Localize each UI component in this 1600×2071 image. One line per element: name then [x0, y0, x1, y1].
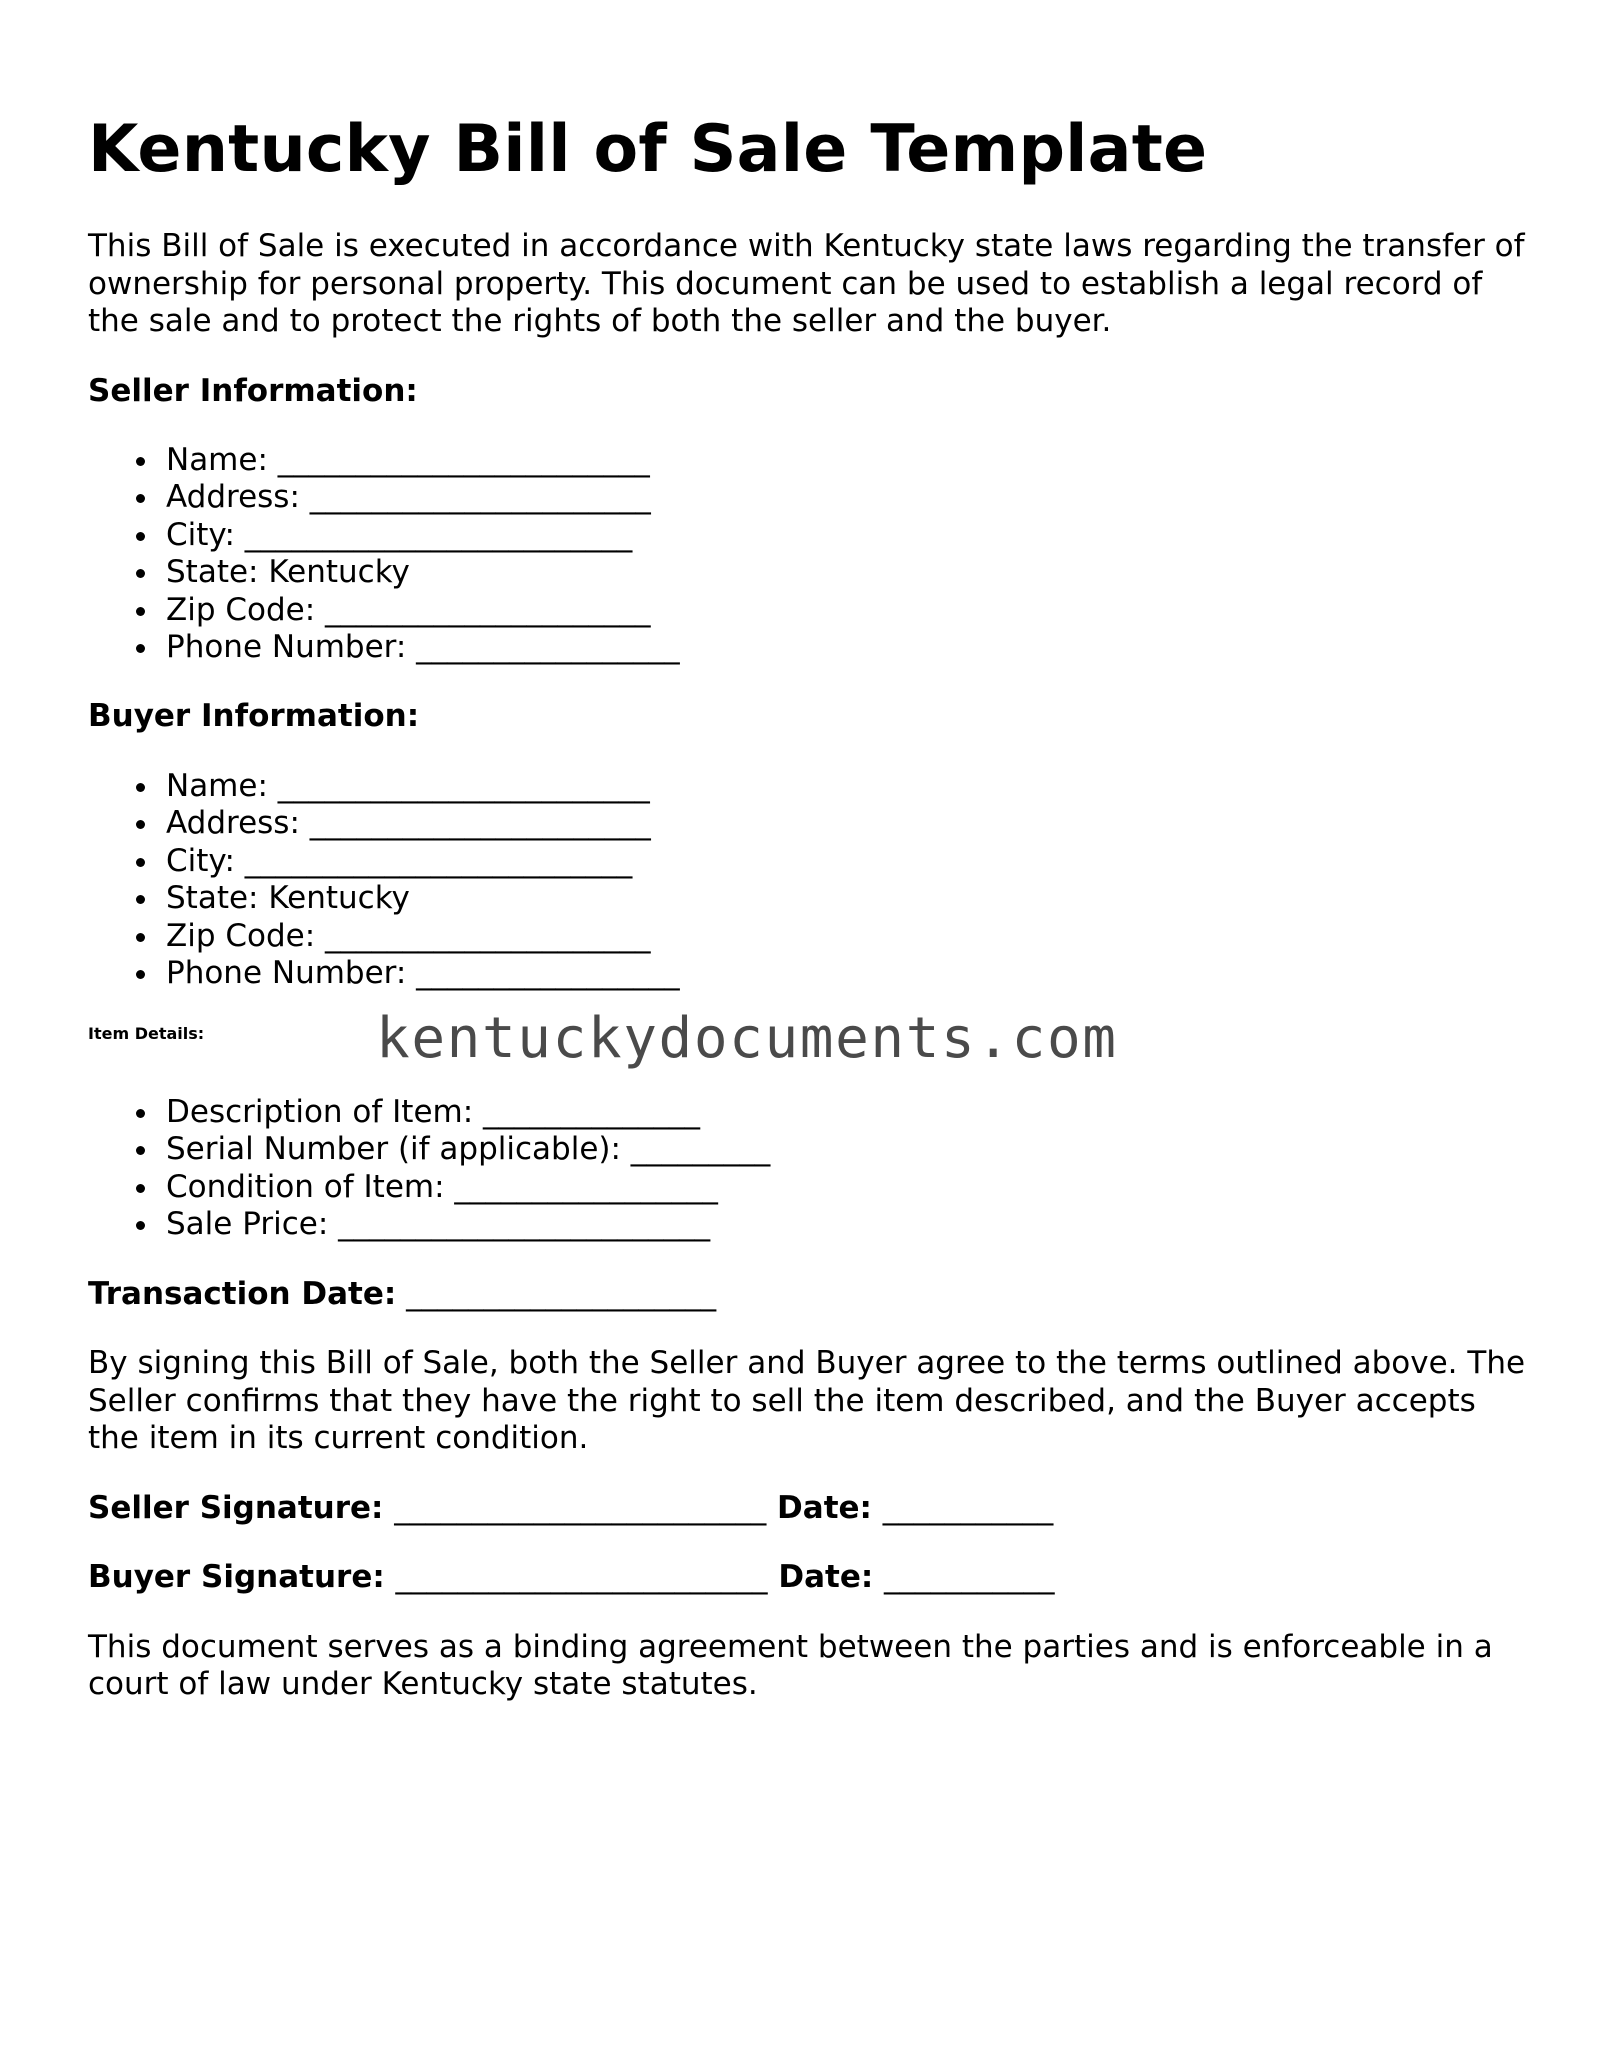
document-page: [88, 110, 1528, 1704]
seller-city-field: City: _________________________: [166, 517, 1528, 554]
seller-date-label: Date:: [777, 1489, 872, 1526]
transaction-date-line: [88, 1276, 1528, 1314]
buyer-date-label: Date:: [778, 1559, 874, 1595]
buyer-zip-field: Zip Code: _____________________: [166, 918, 1528, 955]
seller-date-blank: ___________: [882, 1489, 1054, 1526]
seller-state-field: State: Kentucky: [166, 554, 1528, 591]
item-description-field: Description of Item: ______________: [166, 1094, 1528, 1131]
buyer-signature-blank: ________________________: [395, 1559, 768, 1595]
intro-paragraph: This Bill of Sale is executed in accordance with Kentucky state laws regarding the transfer of ownership for personal property. This document can be used to establish a legal record of the sale and to protect the rights of both the seller and the buyer.: [88, 228, 1525, 339]
transaction-date-label: Transaction Date:: [88, 1275, 397, 1312]
buyer-name-field: Name: ________________________: [166, 768, 1528, 805]
buyer-signature-label: Buyer Signature:: [88, 1559, 385, 1595]
buyer-city-field: City: _________________________: [166, 843, 1528, 880]
agreement-paragraph: By signing this Bill of Sale, both the Seller and Buyer agree to the terms outlined above. The Seller confirms that they have the right to sell the item described, and the Buyer accepts the item in its current condition.: [88, 1345, 1526, 1456]
page-title: Kentucky Bill of Sale Template: [88, 112, 1208, 187]
seller-signature-label: Seller Signature:: [88, 1489, 384, 1526]
seller-signature-blank: ________________________: [394, 1489, 767, 1526]
seller-address-field: Address: ______________________: [166, 479, 1528, 516]
seller-name-field: Name: ________________________: [166, 442, 1528, 479]
buyer-phone-field: Phone Number: _________________: [166, 955, 1528, 992]
watermark-text: kentuckydocuments.com: [376, 1006, 1118, 1072]
buyer-date-blank: ___________: [884, 1559, 1055, 1595]
buyer-info-list: [88, 768, 1528, 992]
buyer-signature-line: [88, 1559, 1528, 1597]
item-serial-field: Serial Number (if applicable): _________: [166, 1131, 1528, 1168]
buyer-address-field: Address: ______________________: [166, 805, 1528, 842]
buyer-section-heading: Buyer Information:: [88, 698, 420, 735]
buyer-state-field: State: Kentucky: [166, 880, 1528, 917]
item-details-heading-row: [88, 1006, 1528, 1072]
seller-phone-field: Phone Number: _________________: [166, 629, 1528, 666]
item-condition-field: Condition of Item: _________________: [166, 1169, 1528, 1206]
seller-signature-line: [88, 1490, 1528, 1528]
closing-paragraph: This document serves as a binding agreement between the parties and is enforceable in a court of law under Kentucky state statutes.: [88, 1628, 1493, 1702]
item-details-list: [88, 1094, 1528, 1244]
transaction-date-blank: ____________________: [406, 1275, 717, 1312]
seller-info-list: [88, 442, 1528, 666]
seller-section-heading: Seller Information:: [88, 372, 418, 409]
item-price-field: Sale Price: ________________________: [166, 1206, 1528, 1243]
seller-zip-field: Zip Code: _____________________: [166, 592, 1528, 629]
item-details-heading: Item Details:: [88, 1024, 205, 1044]
